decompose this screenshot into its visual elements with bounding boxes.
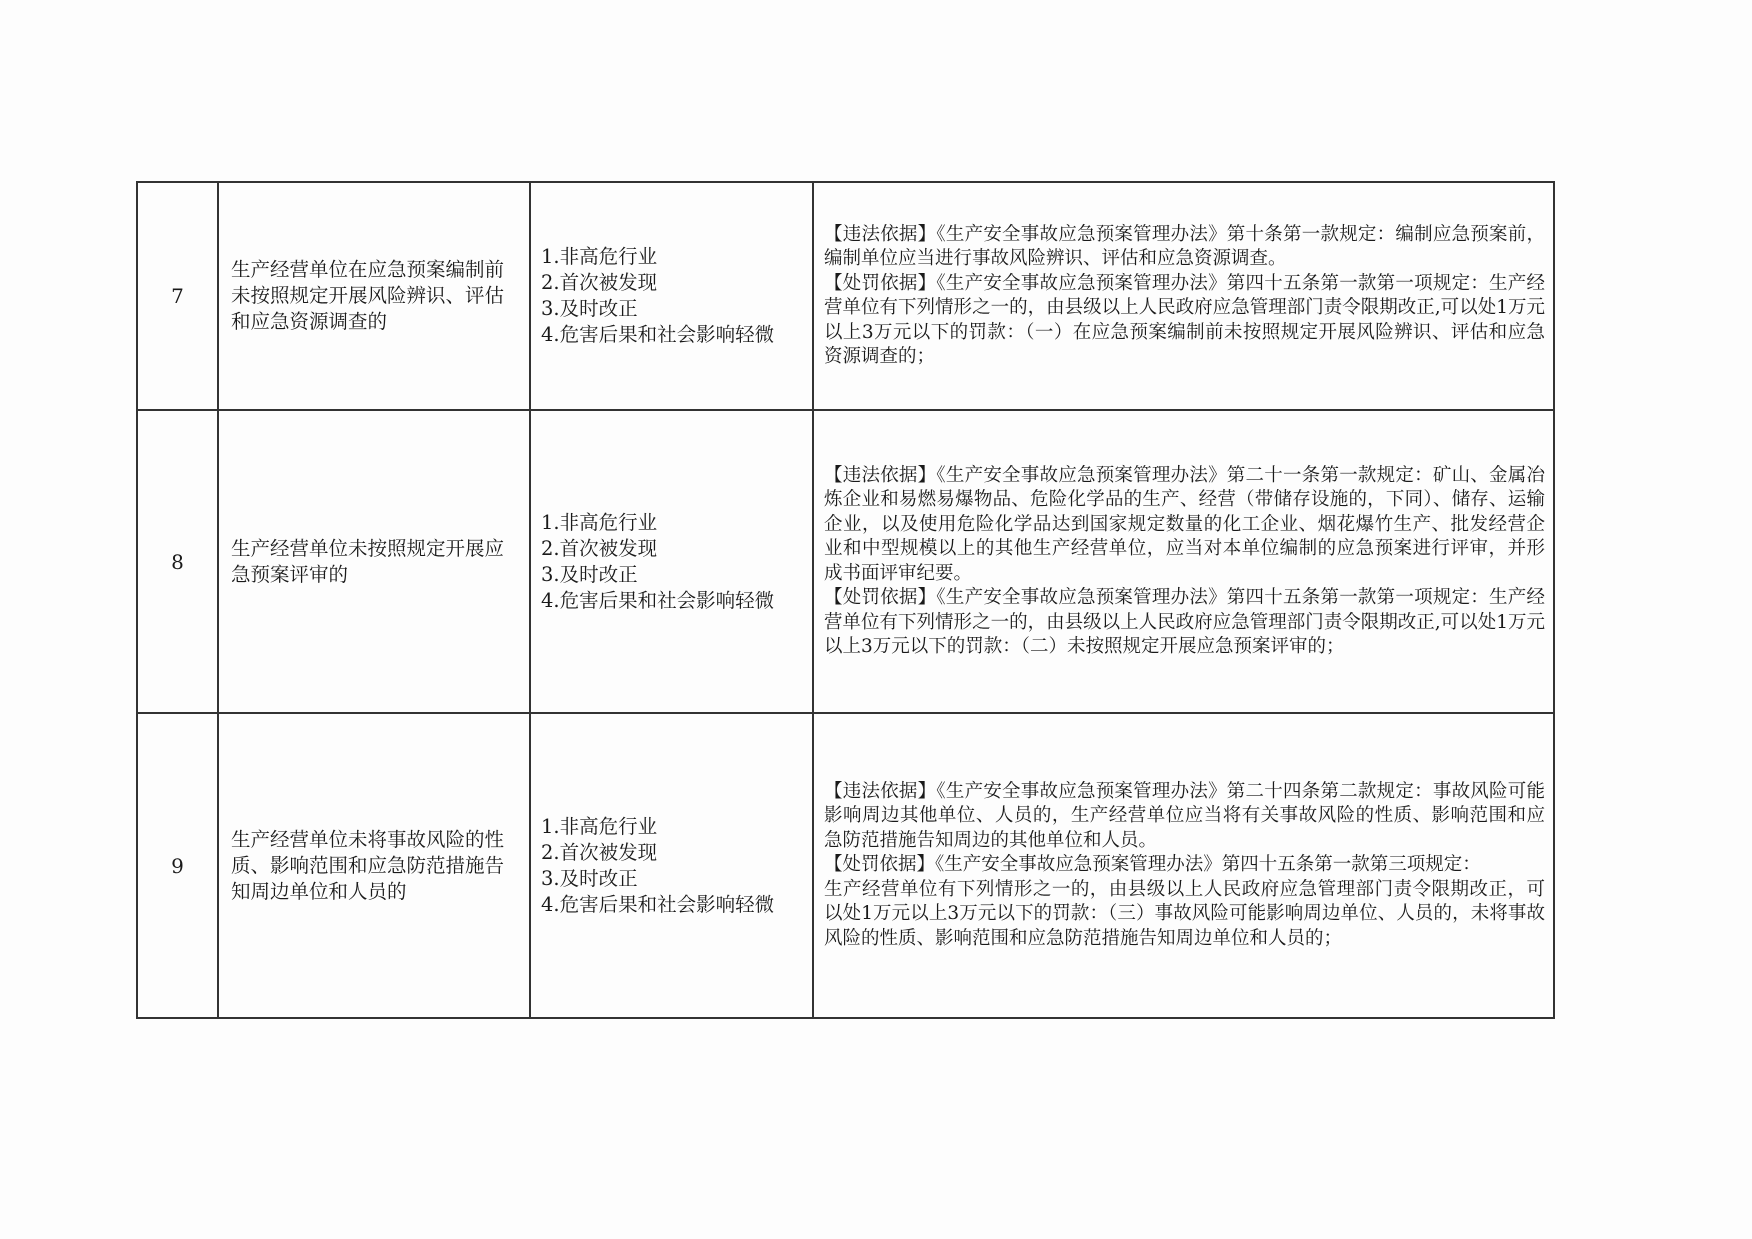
- violation-basis-paragraph: 【违法依据】《生产安全事故应急预案管理办法》第二十一条第一款规定：矿山、金属冶炼企业和易燃易爆物品、危险化学品的生产、经营（带储存设施的，下同）、储存、运输企业，以及使用危险化学品达到国家规定数量的化工企业、烟花爆竹生产、批发经营企业和中型规模以上的其他生产经营单位，应当对本单位编制的应急预案进行评审，并形成书面评审纪要。: [824, 464, 1545, 584]
- exemption-conditions: [530, 410, 813, 713]
- legal-basis: [813, 713, 1554, 1018]
- penalty-basis-paragraph: 【处罚依据】《生产安全事故应急预案管理办法》第四十五条第一款第三项规定：: [824, 854, 1481, 876]
- row-number: 9: [137, 713, 218, 1018]
- exemption-conditions: [530, 713, 813, 1018]
- penalty-basis-paragraph: 【处罚依据】《生产安全事故应急预案管理办法》第四十五条第一款第一项规定：生产经营单位有下列情形之一的，由县级以上人民政府应急管理部门责令限期改正,可以处1万元以上3万元以下的罚款：（二）未按照规定开展应急预案评审的；: [824, 587, 1545, 657]
- condition-item: 2.首次被发现: [541, 536, 658, 560]
- table-row: [137, 713, 1554, 1018]
- table-row: [137, 182, 1554, 410]
- violation-description: 生产经营单位未将事故风险的性质、影响范围和应急防范措施告知周边单位和人员的: [218, 713, 530, 1018]
- violation-description: 生产经营单位未按照规定开展应急预案评审的: [218, 410, 530, 713]
- row-number: 8: [137, 410, 218, 713]
- condition-item: 2.首次被发现: [541, 840, 658, 864]
- table-row: [137, 410, 1554, 713]
- condition-item: 1.非高危行业: [541, 245, 658, 268]
- violations-table: [136, 181, 1555, 1019]
- violation-description: 生产经营单位在应急预案编制前未按照规定开展风险辨识、评估和应急资源调查的: [218, 182, 530, 410]
- condition-item: 3.及时改正: [541, 562, 638, 586]
- exemption-conditions: [530, 182, 813, 410]
- penalty-basis-paragraph: 【处罚依据】《生产安全事故应急预案管理办法》第四十五条第一款第一项规定：生产经营单位有下列情形之一的，由县级以上人民政府应急管理部门责令限期改正,可以处1万元以上3万元以下的罚款：（一）在应急预案编制前未按照规定开展风险辨识、评估和应急资源调查的；: [824, 272, 1545, 367]
- condition-item: 3.及时改正: [541, 866, 638, 890]
- condition-item: 1.非高危行业: [541, 510, 658, 534]
- row-number: 7: [137, 182, 218, 410]
- penalty-basis-paragraph: 生产经营单位有下列情形之一的，由县级以上人民政府应急管理部门责令限期改正，可以处1万元以上3万元以下的罚款：（三）事故风险可能影响周边单位、人员的，未将事故风险的性质、影响范围和应急防范措施告知周边单位和人员的；: [824, 878, 1545, 949]
- legal-basis: [813, 182, 1554, 410]
- condition-item: 4.危害后果和社会影响轻微: [541, 588, 775, 612]
- condition-item: 4.危害后果和社会影响轻微: [541, 892, 775, 916]
- condition-item: 4.危害后果和社会影响轻微: [541, 323, 775, 346]
- condition-item: 2.首次被发现: [541, 271, 658, 294]
- condition-item: 1.非高危行业: [541, 814, 658, 838]
- violation-basis-paragraph: 【违法依据】《生产安全事故应急预案管理办法》第二十四条第二款规定：事故风险可能影响周边其他单位、人员的，生产经营单位应当将有关事故风险的性质、影响范围和应急防范措施告知周边的其他单位和人员。: [824, 780, 1545, 851]
- legal-basis: [813, 410, 1554, 713]
- violation-basis-paragraph: 【违法依据】《生产安全事故应急预案管理办法》第十条第一款规定：编制应急预案前，编制单位应当进行事故风险辨识、评估和应急资源调查。: [824, 223, 1545, 269]
- condition-item: 3.及时改正: [541, 297, 638, 320]
